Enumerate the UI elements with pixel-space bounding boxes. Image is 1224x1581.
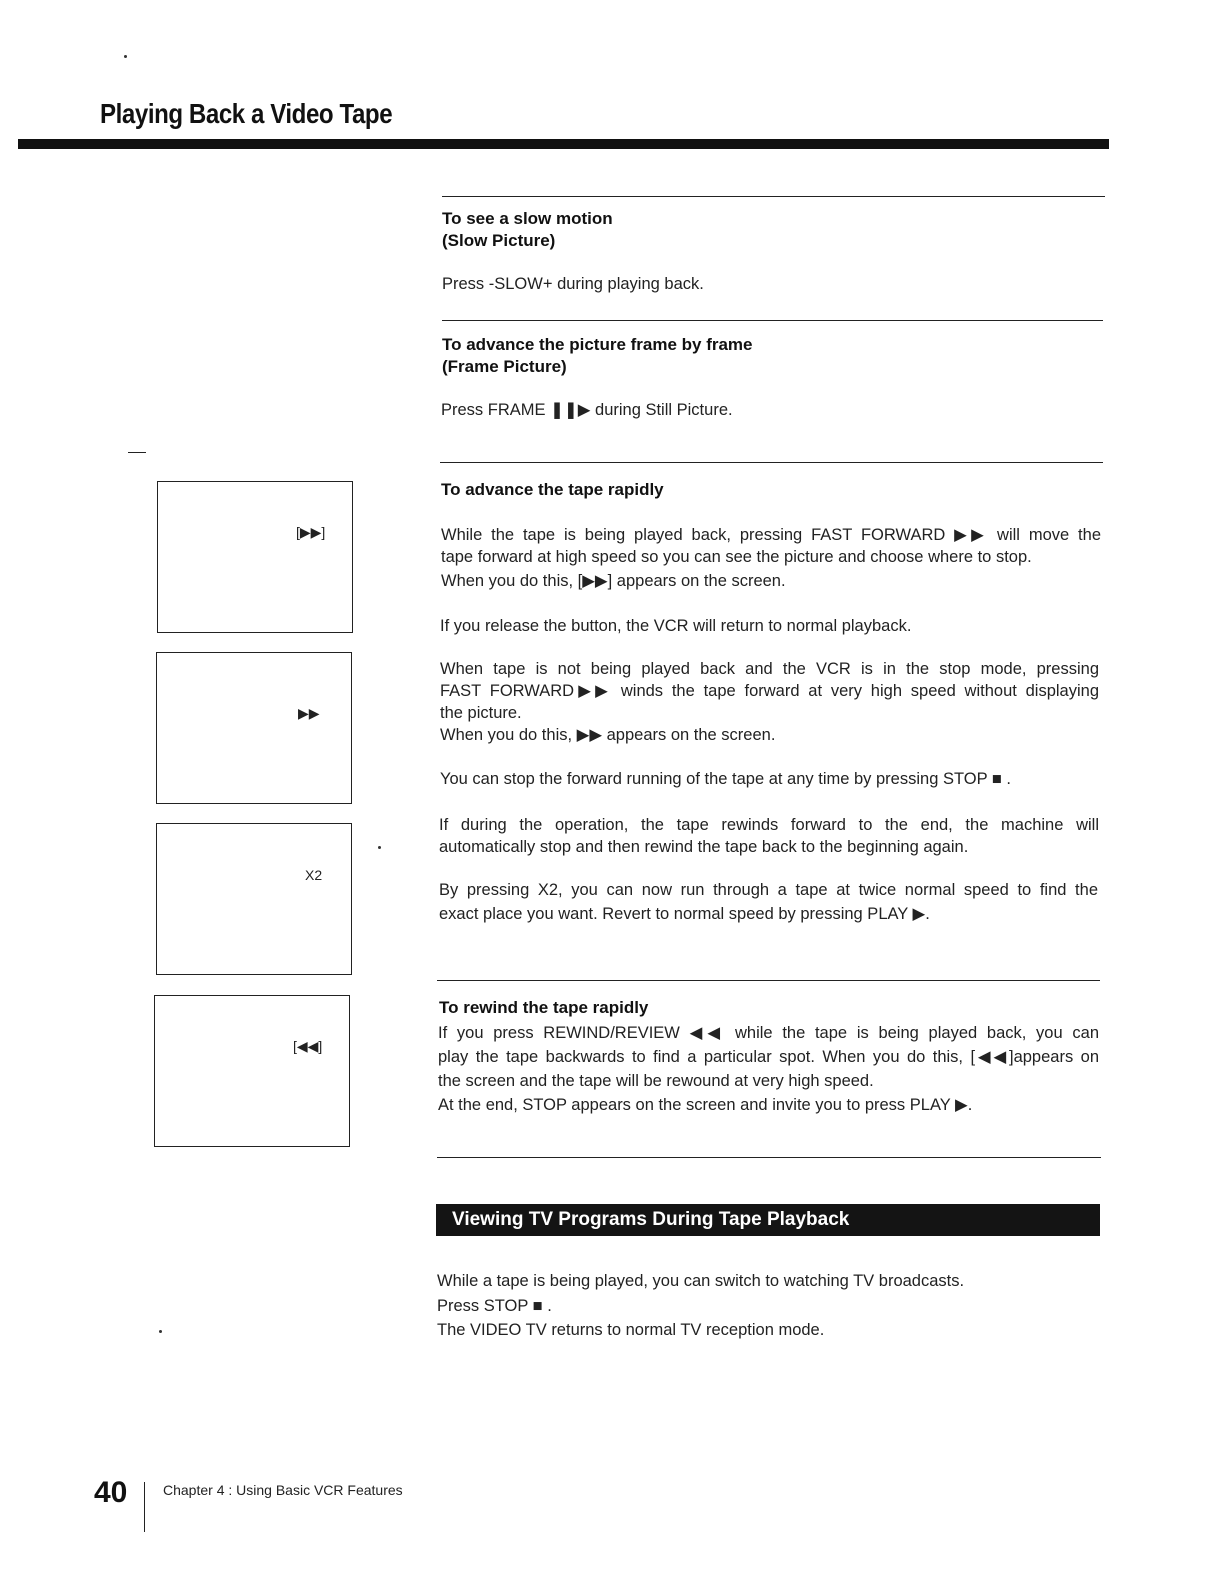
tv-viewing-heading: Viewing TV Programs During Tape Playback bbox=[452, 1209, 850, 1230]
ff-p3-line: When you do this, ▶▶ appears on the screen. bbox=[440, 726, 776, 744]
rewind-line: At the end, STOP appears on the screen and invite you to press PLAY ▶. bbox=[438, 1096, 973, 1114]
ff-paragraph-1 bbox=[441, 524, 1101, 592]
ff-p5-line: automatically stop and then rewind the tape back to the beginning again. bbox=[439, 838, 969, 856]
rewind-line: the screen and the tape will be rewound at very high speed. bbox=[438, 1072, 874, 1090]
frame-picture-heading bbox=[442, 334, 753, 378]
ff-p3-line: the picture. bbox=[440, 704, 522, 722]
section-divider bbox=[442, 320, 1103, 321]
section-divider bbox=[437, 980, 1100, 981]
title-rule bbox=[18, 139, 1109, 149]
tv-line: The VIDEO TV returns to normal TV reception mode. bbox=[437, 1321, 825, 1339]
chapter-footer: Chapter 4 : Using Basic VCR Features bbox=[163, 1482, 403, 1498]
frame-picture-text: Press FRAME ❚❚▶ during Still Picture. bbox=[441, 401, 733, 419]
scan-speck bbox=[159, 1330, 162, 1333]
ff-p5-line: If during the operation, the tape rewinds forward to the end, the machine will bbox=[439, 816, 1099, 834]
scan-speck bbox=[378, 846, 381, 849]
ff-paragraph-4: You can stop the forward running of the tape at any time by pressing STOP ■ . bbox=[440, 770, 1011, 788]
slow-motion-heading bbox=[442, 208, 613, 252]
tv-line: Press STOP ■ . bbox=[437, 1296, 552, 1315]
tv-viewing-text bbox=[437, 1269, 964, 1343]
scan-speck bbox=[124, 55, 127, 58]
tv-viewing-banner bbox=[436, 1204, 1100, 1236]
rewind-indicator-icon: [◀◀] bbox=[293, 1038, 323, 1054]
ff-p1-line: While the tape is being played back, pressing FAST FORWARD ▶▶ will move the bbox=[441, 526, 1101, 544]
ff-p3-line: FAST FORWARD▶▶ winds the tape forward at very high speed without displaying bbox=[440, 682, 1099, 700]
screen-illustration-ff-stop bbox=[156, 652, 352, 804]
ff-p6-line: By pressing X2, you can now run through a tape at twice normal speed to find the bbox=[439, 881, 1098, 899]
slow-heading-subtitle: (Slow Picture) bbox=[442, 231, 556, 250]
section-divider bbox=[440, 462, 1103, 463]
scan-mark bbox=[128, 452, 146, 453]
ff-paragraph-6 bbox=[439, 879, 1098, 925]
ff-p1-line: When you do this, [▶▶] appears on the screen. bbox=[441, 572, 786, 590]
screen-illustration-rewind bbox=[154, 995, 350, 1147]
frame-heading-line: To advance the picture frame by frame bbox=[442, 335, 753, 354]
x2-indicator: X2 bbox=[305, 867, 323, 883]
ff-paragraph-5 bbox=[439, 814, 1099, 858]
section-divider bbox=[437, 1157, 1101, 1158]
screen-illustration-x2 bbox=[156, 823, 352, 975]
fast-forward-heading: To advance the tape rapidly bbox=[441, 480, 664, 499]
section-divider bbox=[442, 196, 1105, 197]
rewind-line: play the tape backwards to find a particular spot. When you do this, [◀◀]appears on bbox=[438, 1048, 1099, 1066]
tv-line: While a tape is being played, you can switch to watching TV broadcasts. bbox=[437, 1272, 965, 1290]
footer-divider bbox=[144, 1482, 145, 1532]
page-number: 40 bbox=[94, 1476, 128, 1509]
frame-heading-subtitle: (Frame Picture) bbox=[442, 357, 567, 376]
ff-indicator-icon: ▶▶ bbox=[298, 705, 320, 721]
ff-paragraph-3 bbox=[440, 658, 1099, 746]
rewind-heading: To rewind the tape rapidly bbox=[439, 998, 649, 1017]
slow-motion-text: Press -SLOW+ during playing back. bbox=[442, 275, 704, 293]
rewind-line: If you press REWIND/REVIEW ◀◀ while the tape is being played back, you can bbox=[438, 1024, 1099, 1042]
page-title: Playing Back a Video Tape bbox=[100, 98, 393, 129]
screen-illustration-ff-playback bbox=[157, 481, 353, 633]
ff-indicator-icon: [▶▶] bbox=[296, 524, 326, 540]
ff-paragraph-2: If you release the button, the VCR will return to normal playback. bbox=[440, 617, 912, 635]
rewind-paragraph bbox=[438, 1021, 1099, 1117]
slow-heading-line: To see a slow motion bbox=[442, 209, 613, 228]
ff-p6-line: exact place you want. Revert to normal speed by pressing PLAY ▶. bbox=[439, 905, 930, 923]
ff-p1-line: tape forward at high speed so you can see the picture and choose where to stop. bbox=[441, 548, 1032, 566]
ff-p3-line: When tape is not being played back and the VCR is in the stop mode, pressing bbox=[440, 660, 1099, 678]
